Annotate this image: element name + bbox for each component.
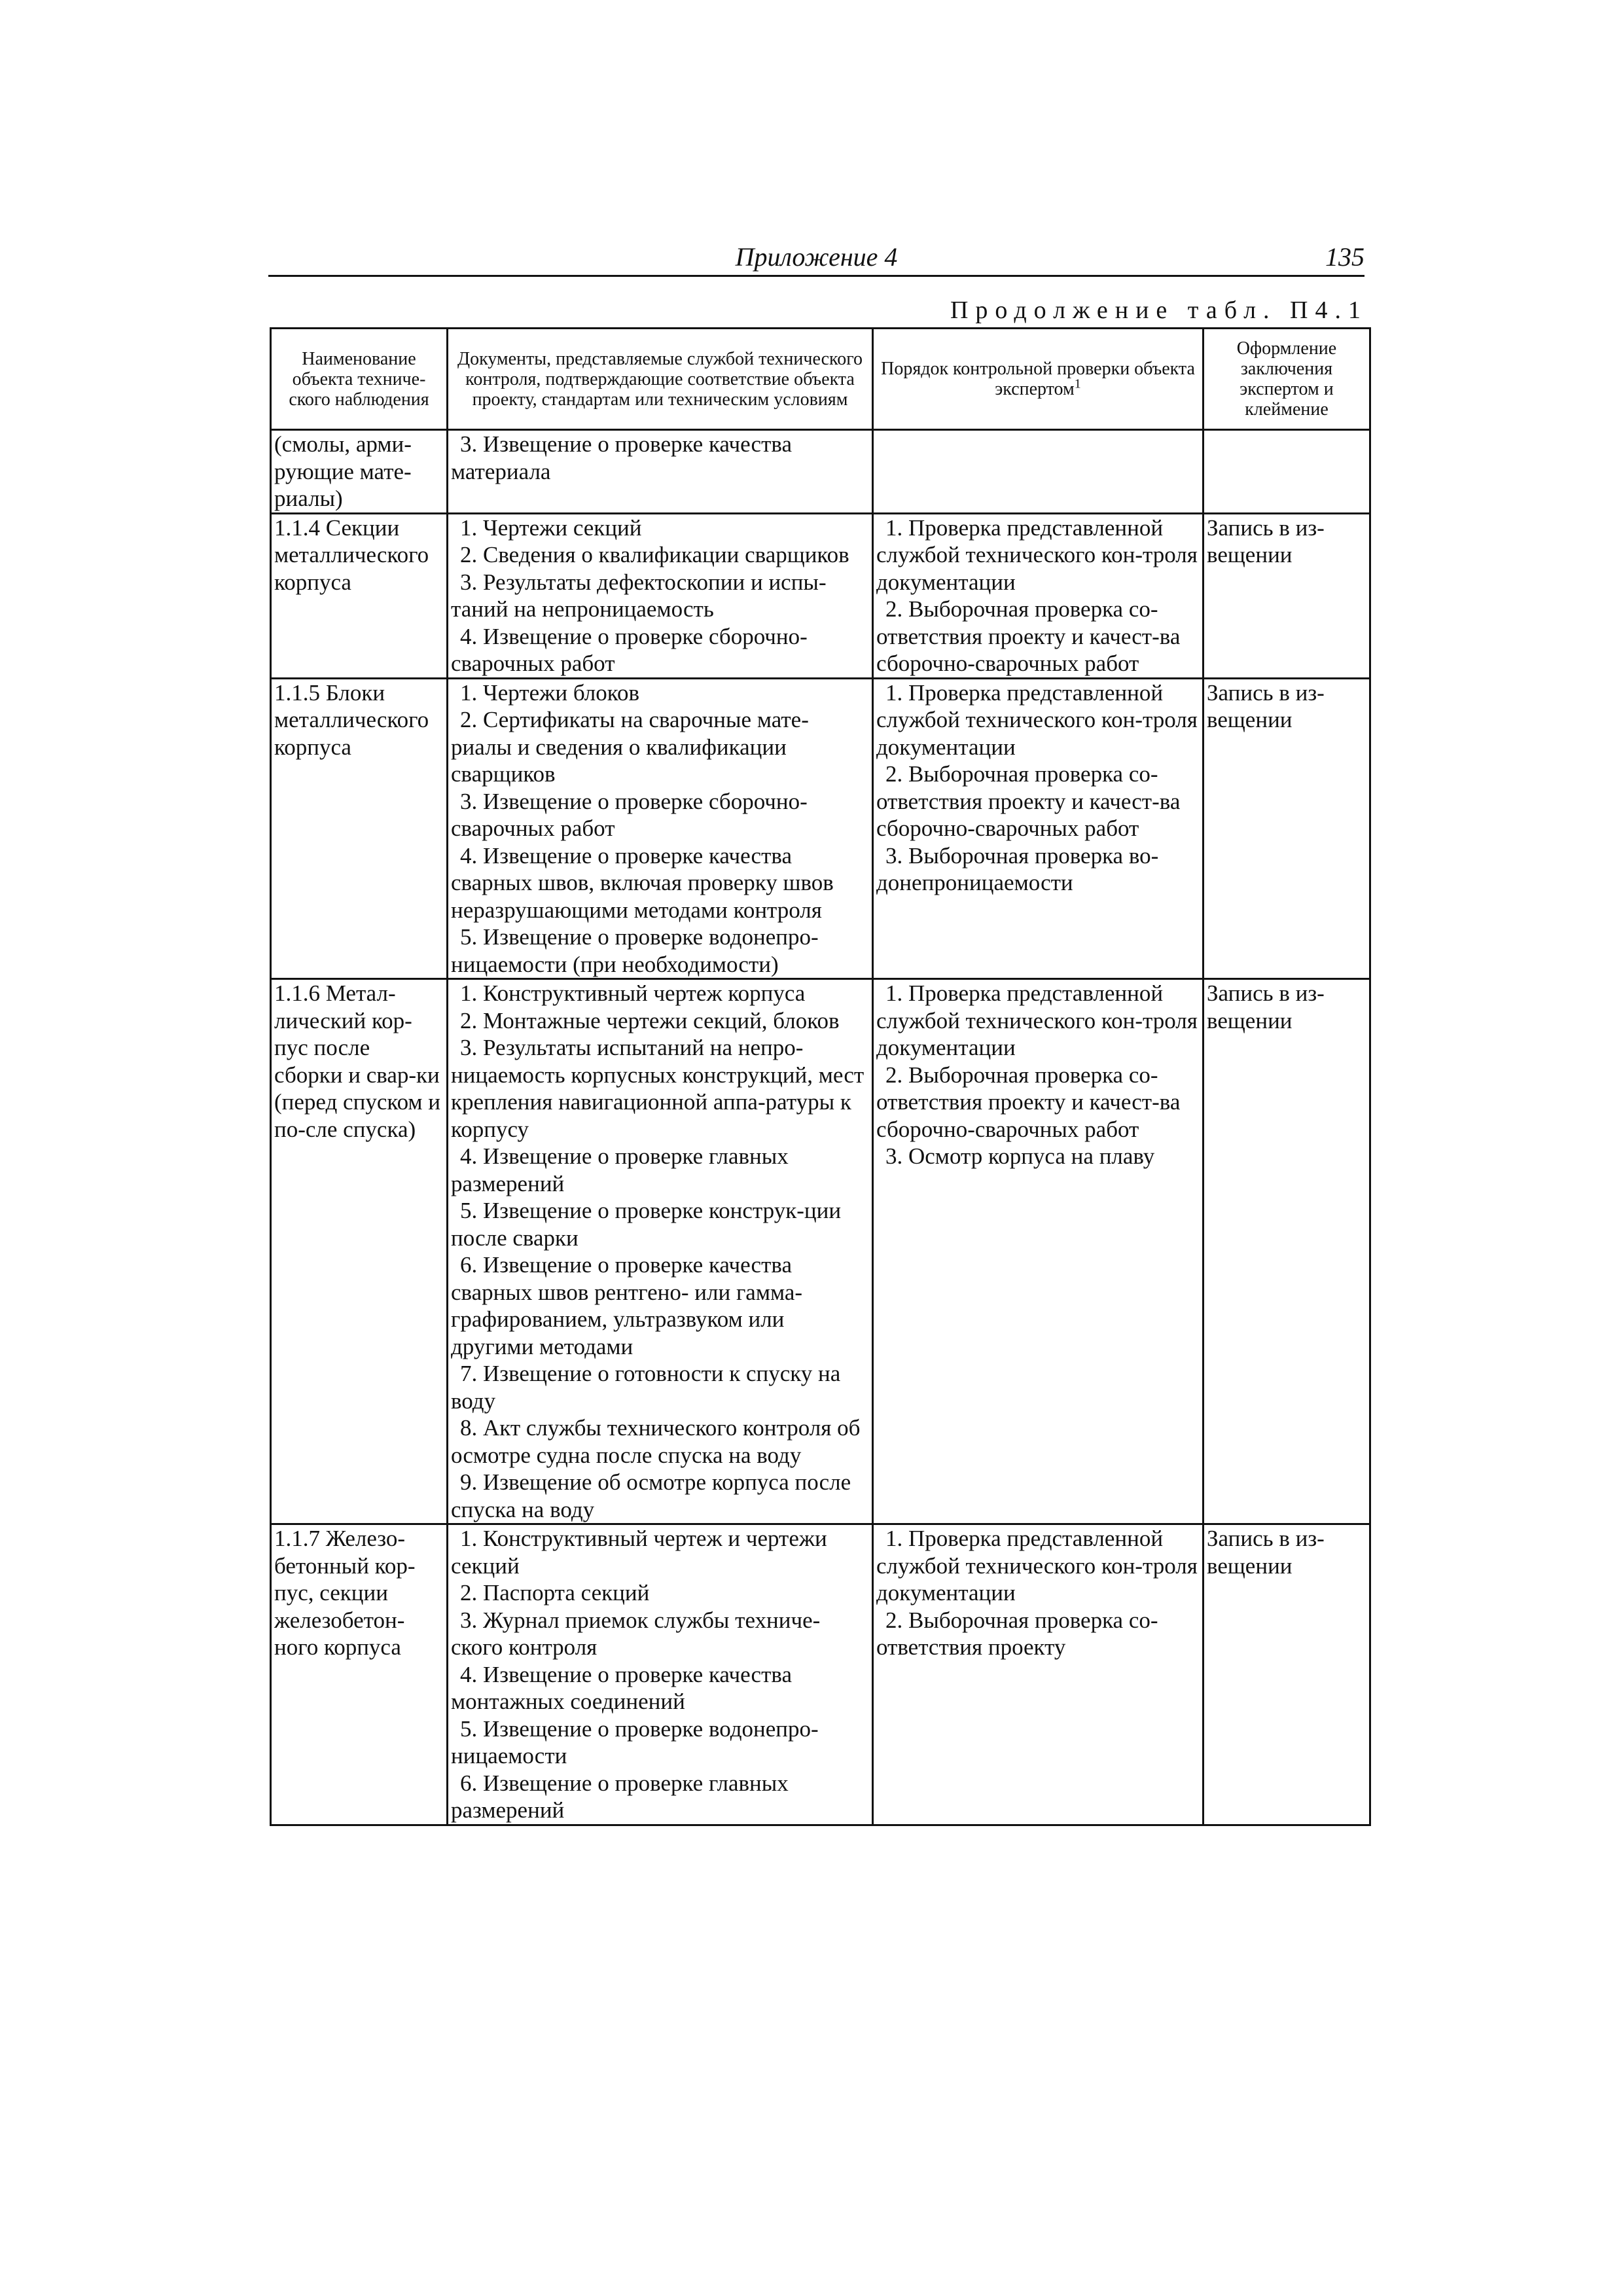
documents-cell (448, 430, 873, 514)
conclusion-cell: Запись в из-вещении (1204, 979, 1370, 1524)
document-item: 3. Извещение о проверке качества материала (451, 431, 792, 484)
table-header-row (271, 329, 1370, 430)
check-procedure-cell (873, 678, 1204, 979)
documents-cell (448, 678, 873, 979)
document-item: 6. Извещение о проверке главных размерений (451, 1770, 789, 1823)
page-number: 135 (1325, 242, 1364, 272)
footnote-marker: 1 (1074, 376, 1081, 391)
check-procedure-cell (873, 513, 1204, 678)
conclusion-cell: Запись в из-вещении (1204, 513, 1370, 678)
document-item: 3. Извещение о проверке сборочно-сварочных работ (451, 788, 808, 841)
document-item: 1. Конструктивный чертеж корпуса (460, 980, 806, 1006)
column-header-check-procedure (873, 329, 1204, 430)
check-item: 1. Проверка представленной службой технического кон-троля документации (876, 980, 1198, 1060)
column-header-check-procedure-text: Порядок контрольной проверки объекта экспертом (881, 359, 1195, 399)
document-item: 3. Результаты дефектоскопии и испы-таний на непроницаемость (451, 569, 827, 622)
table-row (271, 430, 1370, 514)
column-header-documents: Документы, представляемые службой технического контроля, подтверждающие соответствие объекта проекту, стандартам или техническим условиям (448, 329, 873, 430)
document-item: 4. Извещение о проверке главных размерений (451, 1143, 789, 1196)
check-item: 1. Проверка представленной службой технического кон-троля документации (876, 1526, 1198, 1605)
documents-cell (448, 979, 873, 1524)
document-item: 5. Извещение о проверке водонепро-ницаемости (451, 1715, 819, 1768)
documents-table (270, 327, 1371, 1826)
document-item: 1. Чертежи секций (460, 514, 642, 541)
check-item: 2. Выборочная проверка со-ответствия проекту и качест-ва сборочно-сварочных работ (876, 596, 1181, 676)
object-name-cell: 1.1.4 Секции металлического корпуса (271, 513, 448, 678)
table-body (271, 430, 1370, 1825)
check-procedure-cell (873, 430, 1204, 514)
column-header-conclusion: Оформление заключения экспертом и клеймение (1204, 329, 1370, 430)
table-row (271, 678, 1370, 979)
document-item: 5. Извещение о проверке водонепро-ницаемости (при необходимости) (451, 924, 819, 977)
check-procedure-cell (873, 1524, 1204, 1825)
document-item: 2. Сведения о квалификации сварщиков (460, 542, 849, 567)
document-item: 8. Акт службы технического контроля об осмотре судна после спуска на воду (451, 1415, 861, 1468)
documents-cell (448, 1524, 873, 1825)
conclusion-cell: Запись в из-вещении (1204, 1524, 1370, 1825)
check-procedure-cell (873, 979, 1204, 1524)
check-item: 2. Выборочная проверка со-ответствия проекту и качест-ва сборочно-сварочных работ (876, 761, 1181, 841)
check-item: 2. Выборочная проверка со-ответствия проекту (876, 1607, 1158, 1660)
documents-cell (448, 513, 873, 678)
document-item: 3. Журнал приемок службы техниче-ского контроля (451, 1607, 821, 1660)
conclusion-cell (1204, 430, 1370, 514)
document-item: 1. Чертежи блоков (460, 679, 639, 706)
table-row (271, 979, 1370, 1524)
object-name-cell: 1.1.6 Метал-лический кор-пус после сборки и свар-ки (перед спуском и по-сле спуска) (271, 979, 448, 1524)
object-name-cell: 1.1.5 Блоки металлического корпуса (271, 678, 448, 979)
conclusion-cell: Запись в из-вещении (1204, 678, 1370, 979)
check-item: 2. Выборочная проверка со-ответствия проекту и качест-ва сборочно-сварочных работ (876, 1062, 1181, 1142)
table-row (271, 1524, 1370, 1825)
document-item: 2. Монтажные чертежи секций, блоков (460, 1007, 840, 1033)
object-name-cell: (смолы, арми-рующие мате-риалы) (271, 430, 448, 514)
document-item: 1. Конструктивный чертеж и чертежи секций (451, 1526, 827, 1579)
check-item: 1. Проверка представленной службой технического кон-троля документации (876, 514, 1198, 595)
header-title: Приложение 4 (735, 242, 898, 272)
document-item: 4. Извещение о проверке качества монтажных соединений (451, 1661, 792, 1714)
check-item: 3. Выборочная проверка во-донепроницаемости (876, 842, 1159, 895)
check-item: 3. Осмотр корпуса на плаву (885, 1143, 1155, 1169)
document-item: 4. Извещение о проверке качества сварных швов, включая проверку швов неразрушающими методами контроля (451, 842, 834, 923)
check-item: 1. Проверка представленной службой технического кон-троля документации (876, 679, 1198, 760)
document-item: 4. Извещение о проверке сборочно-сварочных работ (451, 623, 808, 676)
column-header-object: Наименование объекта техниче-ского наблюдения (271, 329, 448, 430)
table-row (271, 513, 1370, 678)
document-item: 9. Извещение об осмотре корпуса после спуска на воду (451, 1469, 851, 1522)
document-item: 7. Извещение о готовности к спуску на воду (451, 1361, 841, 1414)
document-item: 2. Сертификаты на сварочные мате-риалы и сведения о квалификации сварщиков (451, 707, 809, 787)
table-continuation-caption: Продолжение табл. П4.1 (950, 296, 1368, 324)
document-item: 2. Паспорта секций (460, 1580, 650, 1605)
document-item: 6. Извещение о проверке качества сварных швов рентгено- или гамма-графированием, ультразвуком или другими методами (451, 1252, 803, 1359)
document-item: 3. Результаты испытаний на непро-ницаемость корпусных конструкций, мест крепления навигационной аппа-ратуры к корпусу (451, 1035, 865, 1142)
running-header (268, 242, 1364, 277)
document-item: 5. Извещение о проверке конструк-ции после сварки (451, 1198, 842, 1251)
object-name-cell: 1.1.7 Железо-бетонный кор-пус, секции железобетон-ного корпуса (271, 1524, 448, 1825)
